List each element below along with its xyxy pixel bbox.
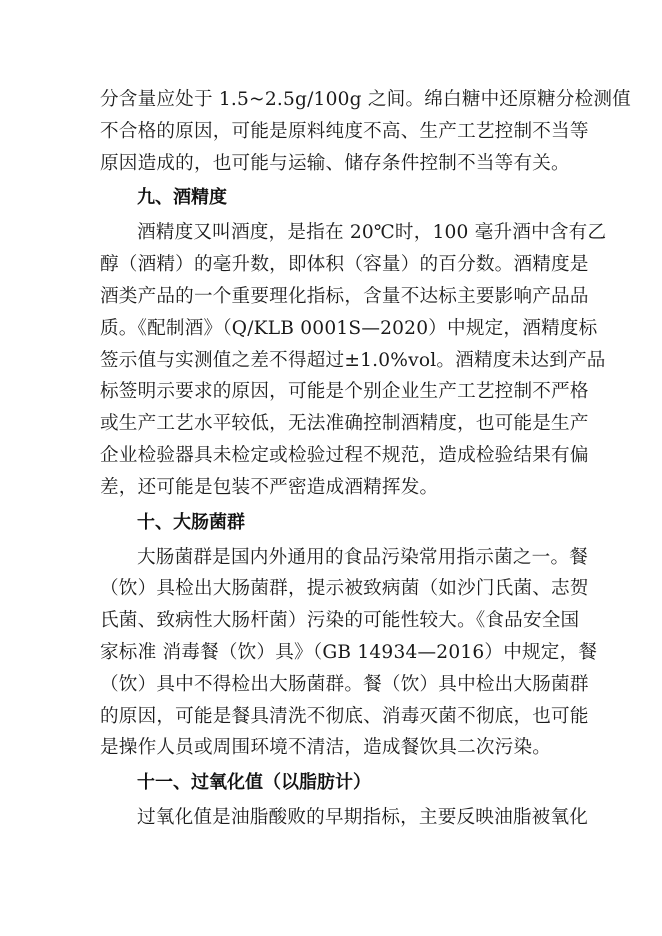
text-line: 原因造成的，也可能与运输、储存条件控制不当等有关。 [100, 152, 570, 174]
paragraph-reducing-sugar [100, 84, 631, 179]
text-line: （饮）具中不得检出大肠菌群。餐（饮）具中检出大肠菌群 [100, 673, 589, 695]
text-line: 过氧化值是油脂酸败的早期指标，主要反映油脂被氧化 [137, 807, 589, 829]
text-line: 标签明示要求的原因，可能是个别企业生产工艺控制不严格 [100, 381, 589, 403]
text-line: （饮）具检出大肠菌群，提示被致病菌（如沙门氏菌、志贺 [100, 578, 589, 600]
heading-alcohol-content: 九、酒精度 [137, 187, 227, 209]
heading-peroxide-value: 十一、过氧化值（以脂肪计） [137, 772, 371, 794]
text-line: 醇（酒精）的毫升数，即体积（容量）的百分数。酒精度是 [100, 254, 589, 276]
document-page [100, 84, 631, 834]
text-line: 大肠菌群是国内外通用的食品污染常用指示菌之一。餐 [137, 546, 589, 568]
text-line: 或生产工艺水平较低，无法准确控制酒精度，也可能是生产 [100, 413, 589, 435]
text-line: 是操作人员或周围环境不清洁，造成餐饮具二次污染。 [100, 737, 552, 759]
text-line: 差，还可能是包装不严密造成酒精挥发。 [100, 476, 439, 498]
paragraph-peroxide-value [100, 802, 589, 834]
text-line: 质。《配制酒》（Q/KLB 0001S—2020）中规定，酒精度标 [100, 317, 598, 339]
text-line: 分含量应处于 1.5~2.5g/100g 之间。绵白糖中还原糖分检测值 [100, 89, 631, 110]
text-line: 酒精度又叫酒度，是指在 20℃时，100 毫升酒中含有乙 [137, 222, 607, 244]
text-line: 不合格的原因，可能是原料纯度不高、生产工艺控制不当等 [100, 120, 589, 142]
paragraph-coliforms [100, 542, 598, 765]
paragraph-alcohol-content [100, 217, 607, 503]
text-line: 家标准 消毒餐（饮）具》（GB 14934—2016）中规定，餐 [100, 641, 598, 663]
text-line: 氏菌、致病性大肠杆菌）污染的可能性较大。《食品安全国 [100, 610, 580, 632]
text-line: 企业检验器具未检定或检验过程不规范，造成检验结果有偏 [100, 444, 589, 466]
heading-coliforms: 十、大肠菌群 [137, 511, 245, 533]
text-line: 酒类产品的一个重要理化指标，含量不达标主要影响产品品 [100, 285, 589, 307]
text-line: 签示值与实测值之差不得超过±1.0%vol。酒精度未达到产品 [100, 349, 606, 371]
text-line: 的原因，可能是餐具清洗不彻底、消毒灭菌不彻底，也可能 [100, 705, 589, 727]
